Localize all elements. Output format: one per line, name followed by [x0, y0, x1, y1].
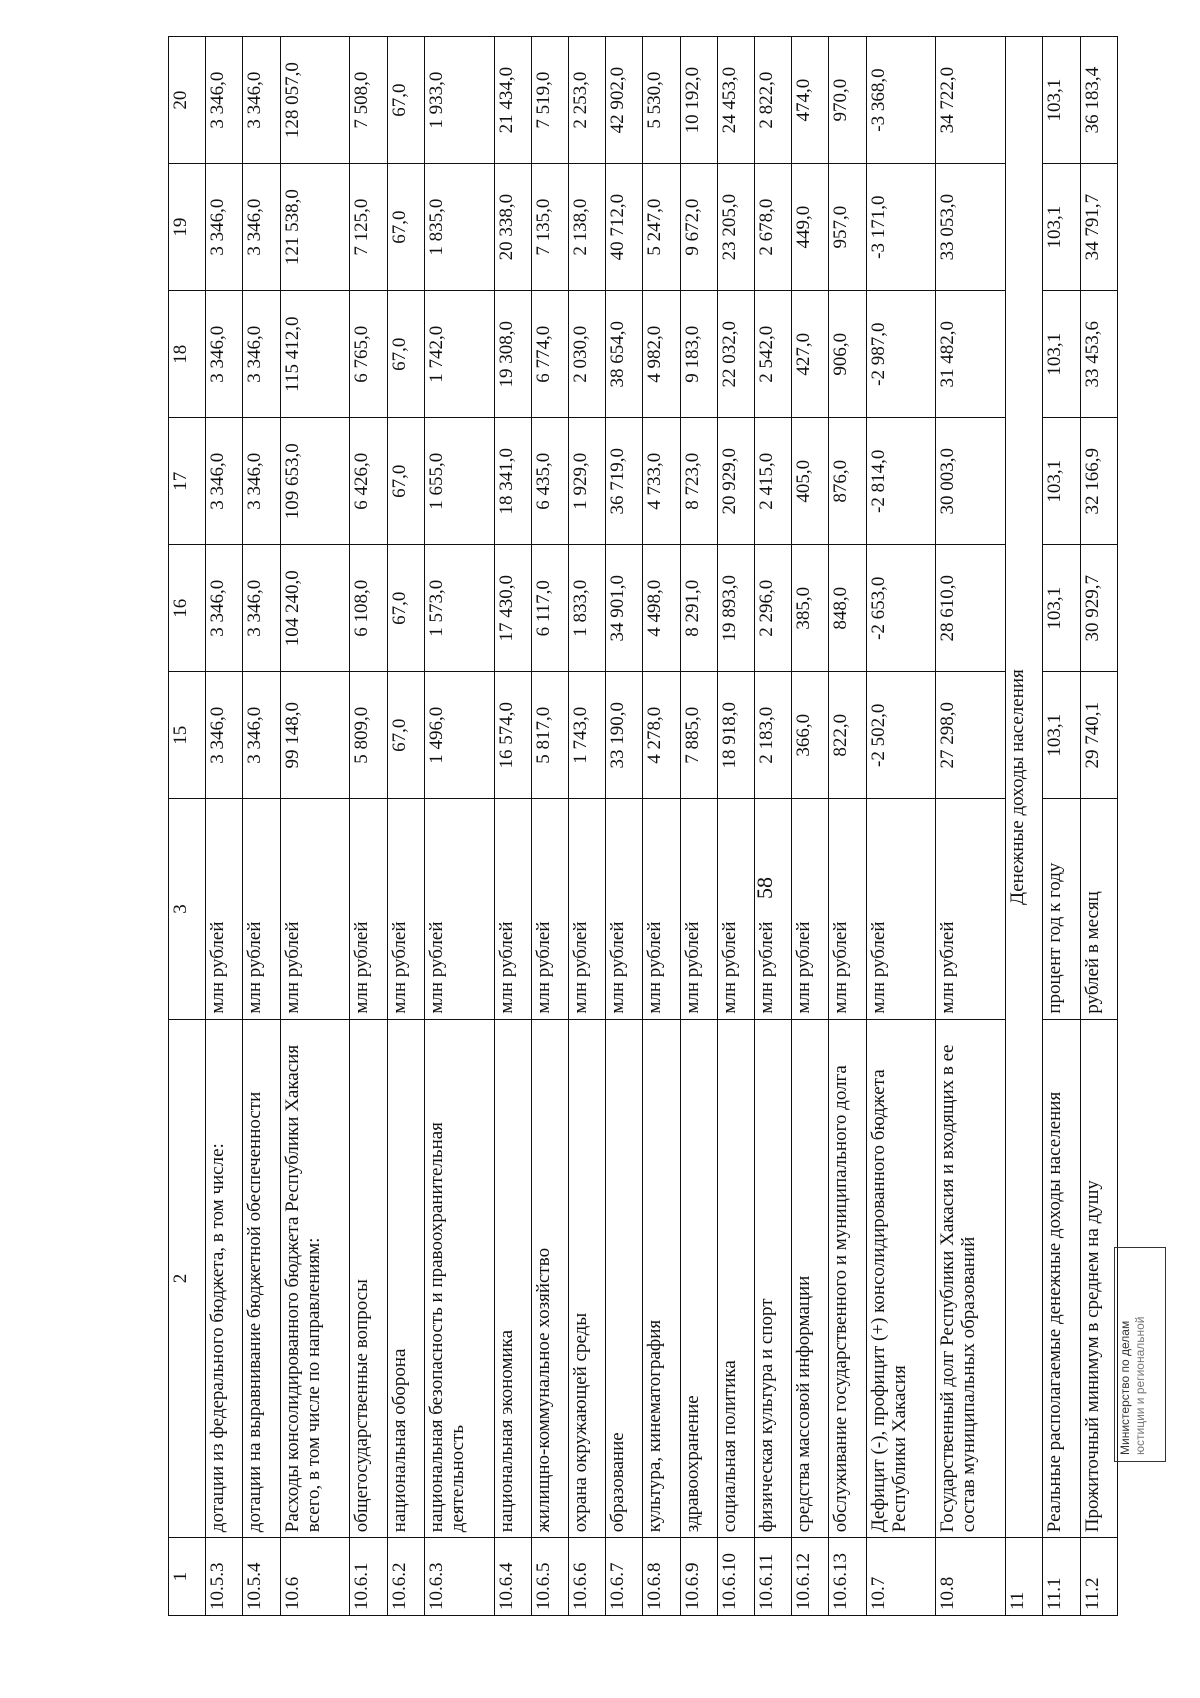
- row-value: 7 885,0: [680, 672, 717, 799]
- row-value: 1 742,0: [424, 291, 494, 418]
- row-value: 67,0: [387, 418, 424, 545]
- stamp-line-1: Министерство по делам: [1118, 1320, 1132, 1455]
- row-value: 822,0: [829, 672, 866, 799]
- row-name: здравоохранение: [680, 1019, 717, 1538]
- row-code: 10.6.9: [680, 1538, 717, 1616]
- row-value: 40 712,0: [606, 164, 643, 291]
- row-value: 8 723,0: [680, 418, 717, 545]
- row-value: 103,1: [1043, 291, 1080, 418]
- row-value: 474,0: [792, 37, 829, 164]
- row-value: 2 542,0: [754, 291, 791, 418]
- table-row: [754, 37, 791, 1616]
- row-value: 2 415,0: [754, 418, 791, 545]
- row-unit: млн рублей: [680, 799, 717, 1019]
- header-row: [169, 37, 206, 1616]
- row-value: 3 346,0: [243, 418, 280, 545]
- table-row: [829, 37, 866, 1616]
- row-code: 10.6.11: [754, 1538, 791, 1616]
- row-value: 109 653,0: [280, 418, 350, 545]
- row-value: 405,0: [792, 418, 829, 545]
- row-value: 19 893,0: [717, 545, 754, 672]
- stamp-line-2: юстиции и региональной: [1133, 1316, 1147, 1455]
- row-value: 31 482,0: [936, 291, 1006, 418]
- row-unit: млн рублей: [243, 799, 280, 1019]
- row-value: 104 240,0: [280, 545, 350, 672]
- section-row: [1006, 37, 1043, 1616]
- row-value: 4 982,0: [643, 291, 680, 418]
- row-value: 99 148,0: [280, 672, 350, 799]
- row-code: 10.5.4: [243, 1538, 280, 1616]
- row-value: 970,0: [829, 37, 866, 164]
- row-value: 5 530,0: [643, 37, 680, 164]
- row-code: 10.5.3: [206, 1538, 243, 1616]
- row-value: 906,0: [829, 291, 866, 418]
- row-value: 449,0: [792, 164, 829, 291]
- column-header: 18: [169, 291, 206, 418]
- table-row: [387, 37, 424, 1616]
- row-value: 121 538,0: [280, 164, 350, 291]
- row-value: 1 655,0: [424, 418, 494, 545]
- row-value: -3 368,0: [866, 37, 936, 164]
- row-value: 67,0: [387, 164, 424, 291]
- row-code: 10.6: [280, 1538, 350, 1616]
- budget-table-rotated: [168, 36, 1118, 1616]
- row-value: 34 901,0: [606, 545, 643, 672]
- row-value: -2 814,0: [866, 418, 936, 545]
- page-number: 58: [752, 877, 777, 899]
- row-value: 1 833,0: [568, 545, 605, 672]
- row-value: 1 496,0: [424, 672, 494, 799]
- table-body: [169, 37, 1118, 1616]
- row-value: 5 247,0: [643, 164, 680, 291]
- row-value: 33 053,0: [936, 164, 1006, 291]
- row-value: 67,0: [387, 545, 424, 672]
- row-value: 30 003,0: [936, 418, 1006, 545]
- row-value: 3 346,0: [243, 164, 280, 291]
- row-name: обслуживание государственного и муниципального долга: [829, 1019, 866, 1538]
- row-value: 23 205,0: [717, 164, 754, 291]
- column-header: 1: [169, 1538, 206, 1616]
- row-value: 4 278,0: [643, 672, 680, 799]
- table-row: [606, 37, 643, 1616]
- table-row: [243, 37, 280, 1616]
- column-header: 16: [169, 545, 206, 672]
- row-value: 10 192,0: [680, 37, 717, 164]
- row-value: 6 435,0: [531, 418, 568, 545]
- row-name: физическая культура и спорт: [754, 1019, 791, 1538]
- row-name: Дефицит (-), профицит (+) консолидированного бюджета Республики Хакасия: [866, 1019, 936, 1538]
- row-value: 27 298,0: [936, 672, 1006, 799]
- section-code: 11: [1006, 1538, 1043, 1616]
- row-value: 20 338,0: [494, 164, 531, 291]
- row-value: 2 253,0: [568, 37, 605, 164]
- row-value: 1 933,0: [424, 37, 494, 164]
- row-value: 2 138,0: [568, 164, 605, 291]
- row-value: 29 740,1: [1080, 672, 1117, 799]
- row-value: 30 929,7: [1080, 545, 1117, 672]
- row-unit: процент год к году: [1043, 799, 1080, 1019]
- row-code: 10.6.1: [350, 1538, 387, 1616]
- row-code: 10.8: [936, 1538, 1006, 1616]
- row-value: 3 346,0: [243, 37, 280, 164]
- row-value: 3 346,0: [243, 672, 280, 799]
- row-value: 22 032,0: [717, 291, 754, 418]
- row-value: 36 183,4: [1080, 37, 1117, 164]
- row-value: 385,0: [792, 545, 829, 672]
- row-name: национальная экономика: [494, 1019, 531, 1538]
- column-header: 19: [169, 164, 206, 291]
- column-header: 3: [169, 799, 206, 1019]
- row-value: 2 678,0: [754, 164, 791, 291]
- row-value: 3 346,0: [206, 545, 243, 672]
- column-header: 2: [169, 1019, 206, 1538]
- row-unit: млн рублей: [568, 799, 605, 1019]
- row-name: средства массовой информации: [792, 1019, 829, 1538]
- row-unit: млн рублей: [717, 799, 754, 1019]
- row-value: 38 654,0: [606, 291, 643, 418]
- column-header: 17: [169, 418, 206, 545]
- row-unit: млн рублей: [531, 799, 568, 1019]
- row-unit: млн рублей: [280, 799, 350, 1019]
- row-name: общегосударственные вопросы: [350, 1019, 387, 1538]
- row-value: 3 346,0: [206, 418, 243, 545]
- table-row: [568, 37, 605, 1616]
- row-name: социальная политика: [717, 1019, 754, 1538]
- row-code: 10.7: [866, 1538, 936, 1616]
- row-value: 2 030,0: [568, 291, 605, 418]
- column-header: 15: [169, 672, 206, 799]
- row-value: 7 125,0: [350, 164, 387, 291]
- row-value: 427,0: [792, 291, 829, 418]
- row-value: 28 610,0: [936, 545, 1006, 672]
- row-unit: млн рублей: [754, 799, 791, 1019]
- row-value: 876,0: [829, 418, 866, 545]
- row-value: 6 774,0: [531, 291, 568, 418]
- row-name: Расходы консолидированного бюджета Республики Хакасия всего, в том числе по направлениям:: [280, 1019, 350, 1538]
- table-row: [866, 37, 936, 1616]
- row-name: Прожиточный минимум в среднем на душу: [1080, 1019, 1117, 1538]
- column-header: 20: [169, 37, 206, 164]
- row-name: культура, кинематография: [643, 1019, 680, 1538]
- row-value: 4 498,0: [643, 545, 680, 672]
- table-row: [1080, 37, 1117, 1616]
- row-value: 17 430,0: [494, 545, 531, 672]
- row-value: 6 117,0: [531, 545, 568, 672]
- row-value: 33 190,0: [606, 672, 643, 799]
- registration-stamp: [1114, 1247, 1166, 1462]
- table-row: [206, 37, 243, 1616]
- row-value: 33 453,6: [1080, 291, 1117, 418]
- row-value: 957,0: [829, 164, 866, 291]
- row-value: 1 743,0: [568, 672, 605, 799]
- row-value: 67,0: [387, 291, 424, 418]
- row-value: -2 987,0: [866, 291, 936, 418]
- row-value: 7 508,0: [350, 37, 387, 164]
- row-name: жилищно-коммунальное хозяйство: [531, 1019, 568, 1538]
- row-value: 7 519,0: [531, 37, 568, 164]
- row-value: 21 434,0: [494, 37, 531, 164]
- table-row: [424, 37, 494, 1616]
- row-value: 3 346,0: [206, 291, 243, 418]
- row-unit: млн рублей: [387, 799, 424, 1019]
- row-code: 10.6.10: [717, 1538, 754, 1616]
- table-row: [280, 37, 350, 1616]
- table-row: [494, 37, 531, 1616]
- row-unit: млн рублей: [866, 799, 936, 1019]
- table-row: [717, 37, 754, 1616]
- row-value: 103,1: [1043, 37, 1080, 164]
- row-value: 3 346,0: [243, 545, 280, 672]
- row-value: 18 341,0: [494, 418, 531, 545]
- row-value: 103,1: [1043, 545, 1080, 672]
- row-value: 9 183,0: [680, 291, 717, 418]
- row-value: 1 835,0: [424, 164, 494, 291]
- row-value: 5 809,0: [350, 672, 387, 799]
- row-value: 42 902,0: [606, 37, 643, 164]
- row-unit: млн рублей: [350, 799, 387, 1019]
- row-value: 36 719,0: [606, 418, 643, 545]
- row-value: 19 308,0: [494, 291, 531, 418]
- row-code: 10.6.2: [387, 1538, 424, 1616]
- row-code: 10.6.13: [829, 1538, 866, 1616]
- row-code: 11.2: [1080, 1538, 1117, 1616]
- budget-table: [168, 36, 1118, 1616]
- row-value: 16 574,0: [494, 672, 531, 799]
- row-value: 7 135,0: [531, 164, 568, 291]
- row-value: 67,0: [387, 37, 424, 164]
- row-unit: млн рублей: [206, 799, 243, 1019]
- row-value: 34 791,7: [1080, 164, 1117, 291]
- table-row: [680, 37, 717, 1616]
- row-name: дотации из федерального бюджета, в том числе:: [206, 1019, 243, 1538]
- row-value: 6 765,0: [350, 291, 387, 418]
- row-value: 2 183,0: [754, 672, 791, 799]
- row-code: 10.6.8: [643, 1538, 680, 1616]
- row-unit: млн рублей: [494, 799, 531, 1019]
- row-value: 9 672,0: [680, 164, 717, 291]
- row-value: 8 291,0: [680, 545, 717, 672]
- row-value: -3 171,0: [866, 164, 936, 291]
- row-name: национальная оборона: [387, 1019, 424, 1538]
- row-value: 20 929,0: [717, 418, 754, 545]
- row-code: 10.6.5: [531, 1538, 568, 1616]
- row-value: 6 426,0: [350, 418, 387, 545]
- row-value: 3 346,0: [206, 164, 243, 291]
- row-value: -2 653,0: [866, 545, 936, 672]
- row-value: 2 822,0: [754, 37, 791, 164]
- row-value: 34 722,0: [936, 37, 1006, 164]
- row-value: 366,0: [792, 672, 829, 799]
- table-row: [350, 37, 387, 1616]
- row-value: 103,1: [1043, 418, 1080, 545]
- row-value: 6 108,0: [350, 545, 387, 672]
- row-value: 103,1: [1043, 164, 1080, 291]
- row-value: 24 453,0: [717, 37, 754, 164]
- row-unit: млн рублей: [424, 799, 494, 1019]
- table-row: [643, 37, 680, 1616]
- row-value: 103,1: [1043, 672, 1080, 799]
- row-unit: млн рублей: [829, 799, 866, 1019]
- row-code: 10.6.12: [792, 1538, 829, 1616]
- row-name: охрана окружающей среды: [568, 1019, 605, 1538]
- row-value: 32 166,9: [1080, 418, 1117, 545]
- row-value: 3 346,0: [206, 37, 243, 164]
- row-value: 115 412,0: [280, 291, 350, 418]
- table-row: [936, 37, 1006, 1616]
- row-code: 10.6.4: [494, 1538, 531, 1616]
- row-unit: млн рублей: [606, 799, 643, 1019]
- row-name: дотации на выравнивание бюджетной обеспеченности: [243, 1019, 280, 1538]
- row-unit: млн рублей: [936, 799, 1006, 1019]
- row-name: образование: [606, 1019, 643, 1538]
- row-value: 5 817,0: [531, 672, 568, 799]
- row-value: 67,0: [387, 672, 424, 799]
- row-code: 10.6.3: [424, 1538, 494, 1616]
- row-value: 2 296,0: [754, 545, 791, 672]
- row-unit: млн рублей: [643, 799, 680, 1019]
- row-code: 10.6.7: [606, 1538, 643, 1616]
- row-name: Государственный долг Республики Хакасия и входящих в ее состав муниципальных образований: [936, 1019, 1006, 1538]
- row-unit: млн рублей: [792, 799, 829, 1019]
- row-code: 11.1: [1043, 1538, 1080, 1616]
- row-value: 848,0: [829, 545, 866, 672]
- row-value: 1 573,0: [424, 545, 494, 672]
- table-row: [531, 37, 568, 1616]
- row-unit: рублей в месяц: [1080, 799, 1117, 1019]
- row-value: 18 918,0: [717, 672, 754, 799]
- row-value: 4 733,0: [643, 418, 680, 545]
- row-name: Реальные располагаемые денежные доходы населения: [1043, 1019, 1080, 1538]
- row-value: 3 346,0: [243, 291, 280, 418]
- row-code: 10.6.6: [568, 1538, 605, 1616]
- row-value: 128 057,0: [280, 37, 350, 164]
- table-row: [792, 37, 829, 1616]
- row-value: -2 502,0: [866, 672, 936, 799]
- section-title: Денежные доходы населения: [1006, 37, 1043, 1538]
- row-name: национальная безопасность и правоохранительная деятельность: [424, 1019, 494, 1538]
- row-value: 1 929,0: [568, 418, 605, 545]
- row-value: 3 346,0: [206, 672, 243, 799]
- table-row: [1043, 37, 1080, 1616]
